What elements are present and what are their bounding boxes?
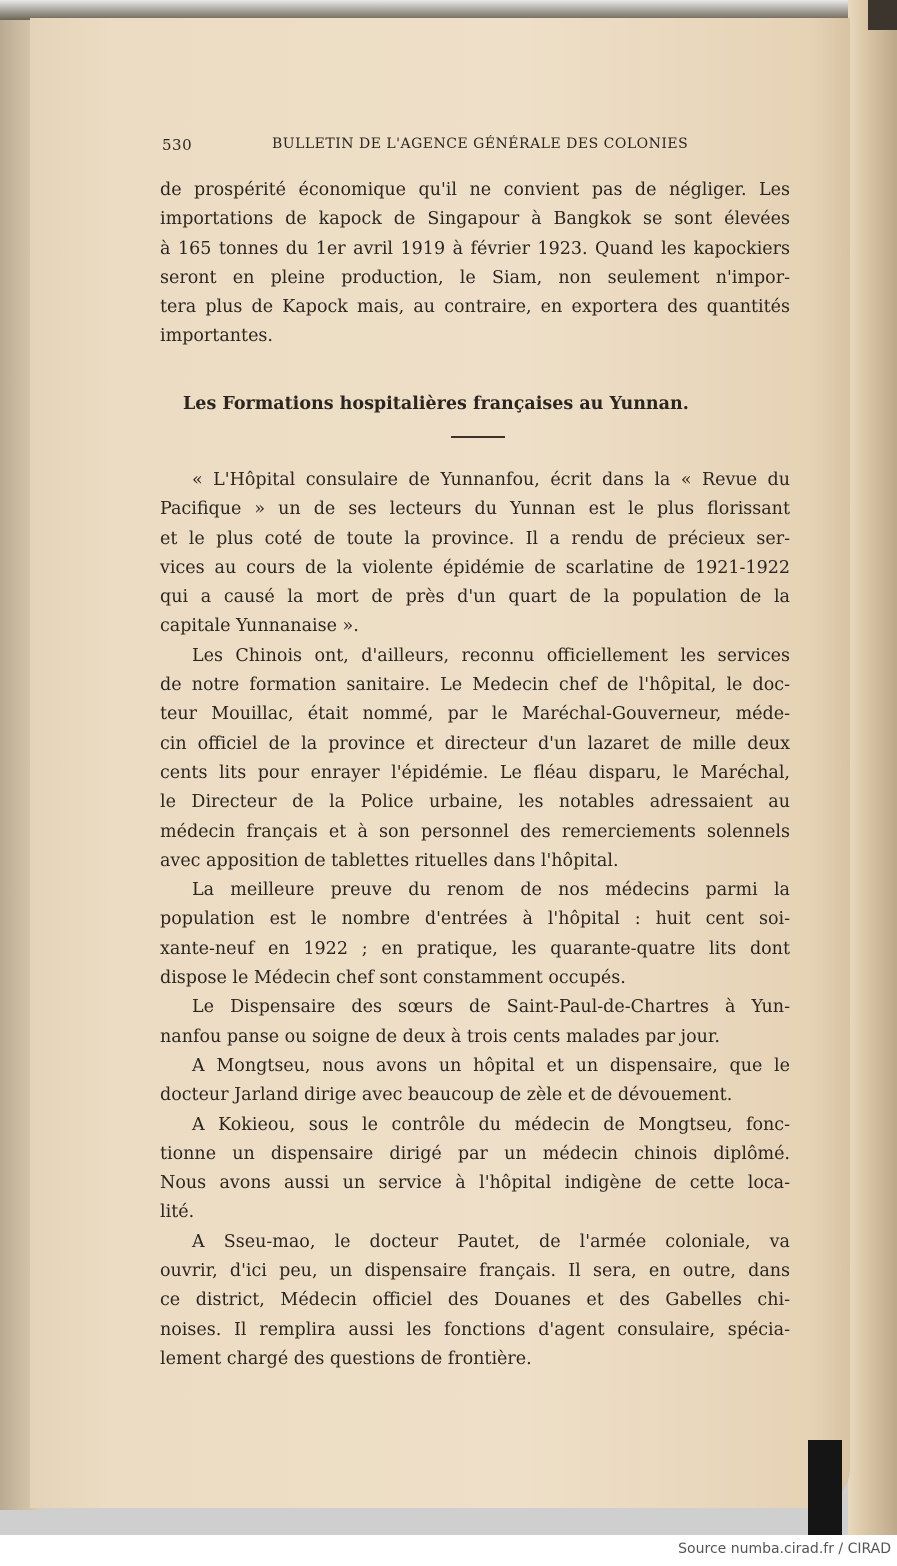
page-number: 530 [162, 136, 193, 154]
text-line: xante-neuf en 1922 ; en pratique, les quarante-quatre lits dont [160, 938, 790, 959]
intro-paragraph [160, 176, 790, 352]
text-line: Les Chinois ont, d'ailleurs, reconnu officiellement les services [192, 645, 790, 666]
text-line: seront en pleine production, le Siam, non seulement n'impor- [160, 267, 790, 288]
text-line: tera plus de Kapock mais, au contraire, en exportera des quantités [160, 297, 790, 318]
text-line: La meilleure preuve du renom de nos médecins parmi la [192, 880, 790, 901]
paragraph [160, 466, 790, 642]
text-line: capitale Yunnanaise ». [160, 616, 359, 637]
section-title: Les Formations hospitalières françaises au Yunnan. [183, 394, 689, 414]
paragraph [160, 1111, 790, 1228]
text-line: médecin français et à son personnel des remerciements solennels [160, 821, 790, 842]
text-line: Pacifique » un de ses lecteurs du Yunnan est le plus florissant [160, 499, 790, 520]
text-line: Nous avons aussi un service à l'hôpital indigène de cette loca- [160, 1173, 790, 1194]
title-rule [451, 436, 505, 438]
paragraph [160, 642, 790, 876]
text-line: docteur Jarland dirige avec beaucoup de zèle et de dévouement. [160, 1085, 733, 1106]
text-line: teur Mouillac, était nommé, par le Maréchal-Gouverneur, méde- [160, 704, 790, 725]
text-line: « L'Hôpital consulaire de Yunnanfou, écrit dans la « Revue du [192, 470, 790, 490]
paragraph [160, 993, 790, 1052]
text-line: A Sseu-mao, le docteur Pautet, de l'armée coloniale, va [192, 1231, 790, 1252]
paragraph [160, 876, 790, 993]
book-corner [868, 0, 897, 30]
paragraph [160, 1228, 790, 1374]
text-line: qui a causé la mort de près d'un quart de la population de la [160, 587, 790, 608]
text-line: lement chargé des questions de frontière. [160, 1348, 532, 1369]
text-line: ce district, Médecin officiel des Douanes et des Gabelles chi- [160, 1290, 790, 1311]
text-line: lité. [160, 1202, 195, 1223]
source-credit: Source numba.cirad.fr / CIRAD [678, 1541, 891, 1557]
bookmark-ribbon [808, 1440, 842, 1535]
book-right-edge [848, 0, 897, 1535]
text-line: à 165 tonnes du 1er avril 1919 à février 1923. Quand les kapockiers [160, 238, 790, 259]
text-line: vices au cours de la violente épidémie de scarlatine de 1921-1922 [160, 557, 790, 578]
text-line: et le plus coté de toute la province. Il a rendu de précieux ser- [160, 528, 790, 549]
running-title: BULLETIN DE L'AGENCE GÉNÉRALE DES COLONIES [272, 136, 689, 152]
text-line: cents lits pour enrayer l'épidémie. Le fléau disparu, le Maréchal, [160, 762, 790, 783]
text-line: importantes. [160, 326, 273, 347]
text-line: avec apposition de tablettes rituelles dans l'hôpital. [160, 850, 619, 871]
paragraph [160, 1052, 790, 1111]
article-body [160, 466, 790, 1374]
text-line: A Kokieou, sous le contrôle du médecin de Mongtseu, fonc- [192, 1114, 790, 1135]
text-line: nanfou panse ou soigne de deux à trois cents malades par jour. [160, 1026, 720, 1047]
text-line: A Mongtseu, nous avons un hôpital et un dispensaire, que le [192, 1055, 790, 1076]
text-line: de prospérité économique qu'il ne convient pas de négliger. Les [160, 180, 790, 200]
text-line: population est le nombre d'entrées à l'hôpital : huit cent soi- [160, 909, 790, 930]
text-line: le Directeur de la Police urbaine, les notables adressaient au [160, 792, 790, 813]
text-line: importations de kapock de Singapour à Bangkok se sont élevées [160, 209, 790, 230]
text-line: dispose le Médecin chef sont constamment occupés. [160, 968, 626, 989]
text-line: cin officiel de la province et directeur d'un lazaret de mille deux [160, 733, 790, 754]
text-line: noises. Il remplira aussi les fonctions d'agent consulaire, spécia- [160, 1319, 790, 1340]
text-line: de notre formation sanitaire. Le Medecin chef de l'hôpital, le doc- [160, 675, 790, 696]
text-line: ouvrir, d'ici peu, un dispensaire français. Il sera, en outre, dans [160, 1261, 790, 1282]
text-line: tionne un dispensaire dirigé par un médecin chinois diplômé. [160, 1143, 790, 1164]
text-line: Le Dispensaire des sœurs de Saint-Paul-de-Chartres à Yun- [192, 997, 790, 1018]
